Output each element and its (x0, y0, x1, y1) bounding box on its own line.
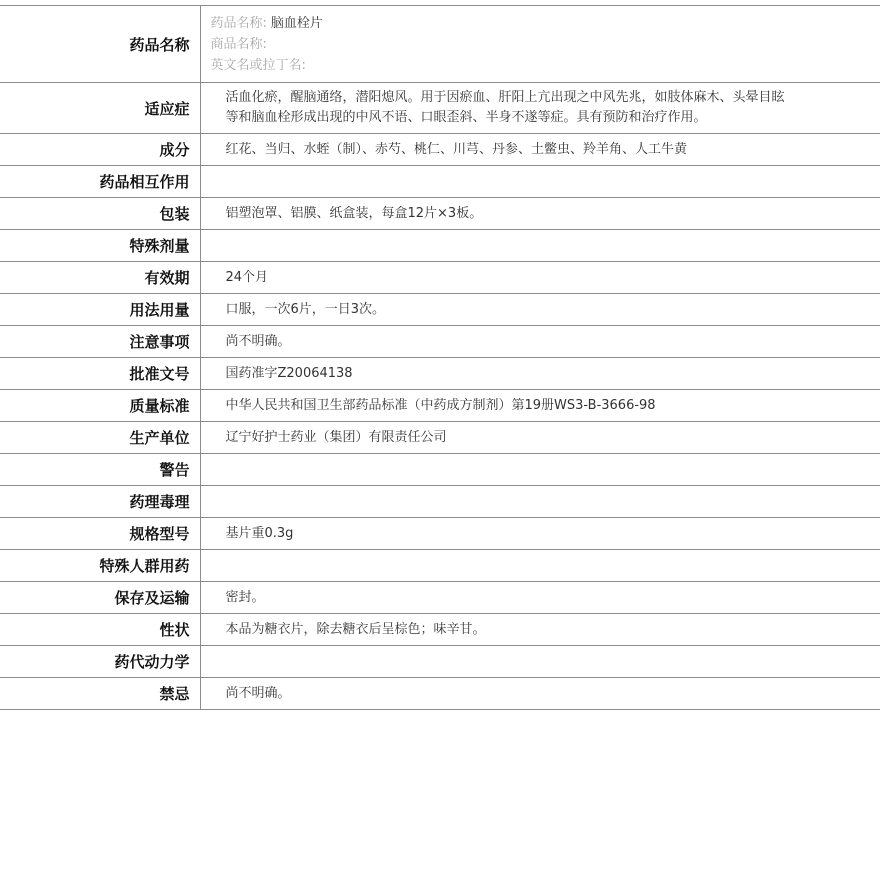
row-warning (0, 454, 880, 486)
value-interactions (200, 166, 880, 198)
row-description (0, 614, 880, 646)
value-pharmacology (200, 486, 880, 518)
row-approval-number (0, 358, 880, 390)
label-approval-number: 批准文号 (0, 358, 200, 390)
row-special-dosage (0, 230, 880, 262)
drug-name-block (200, 6, 880, 83)
value-ingredients: 红花、当归、水蛭（制）、赤芍、桃仁、川芎、丹参、土鳖虫、羚羊角、人工牛黄 (225, 141, 688, 157)
row-special-populations (0, 550, 880, 582)
value-special-dosage (200, 230, 880, 262)
label-precautions: 注意事项 (0, 326, 200, 358)
drug-info-table (0, 5, 880, 710)
label-special-dosage: 特殊剂量 (0, 230, 200, 262)
row-ingredients (0, 134, 880, 166)
value-indication (200, 83, 880, 134)
generic-name-value: 脑血栓片 (270, 15, 323, 31)
label-specification: 规格型号 (0, 518, 200, 550)
value-specification: 基片重0.3g (225, 525, 294, 541)
trade-name-line (211, 34, 880, 55)
label-warning: 警告 (0, 454, 200, 486)
generic-name-key: 药品名称: (210, 15, 267, 31)
value-special-populations (200, 550, 880, 582)
label-interactions: 药品相互作用 (0, 166, 200, 198)
row-shelf-life (0, 262, 880, 294)
value-contraindications: 尚不明确。 (225, 685, 291, 701)
value-pharmacokinetics (200, 646, 880, 678)
value-packaging: 铝塑泡罩、铝膜、纸盒装，每盒12片×3板。 (225, 205, 483, 221)
label-special-populations: 特殊人群用药 (0, 550, 200, 582)
row-contraindications (0, 678, 880, 710)
row-quality-standard (0, 390, 880, 422)
latin-name-line (211, 55, 880, 76)
value-warning (200, 454, 880, 486)
value-shelf-life: 24个月 (225, 269, 269, 285)
row-pharmacokinetics (0, 646, 880, 678)
row-pharmacology (0, 486, 880, 518)
value-description: 本品为糖衣片，除去糖衣后呈棕色；味辛甘。 (225, 621, 486, 637)
row-storage (0, 582, 880, 614)
value-precautions: 尚不明确。 (225, 333, 291, 349)
generic-name-line (211, 13, 880, 34)
row-interactions (0, 166, 880, 198)
row-specification (0, 518, 880, 550)
row-dosage (0, 294, 880, 326)
row-indication (0, 83, 880, 134)
label-description: 性状 (0, 614, 200, 646)
indication-text: 活血化瘀，醒脑通络，潜阳熄风。用于因瘀血、肝阳上亢出现之中风先兆，如肢体麻木、头晕目眩等和脑血栓形成出现的中风不语、口眼歪斜、半身不遂等症。具有预防和治疗作用。 (225, 90, 785, 125)
label-storage: 保存及运输 (0, 582, 200, 614)
label-indication: 适应症 (0, 83, 200, 134)
row-manufacturer (0, 422, 880, 454)
row-drug-name (0, 6, 880, 83)
value-approval-number: 国药准字Z20064138 (225, 365, 353, 381)
value-storage: 密封。 (225, 589, 265, 605)
value-quality-standard: 中华人民共和国卫生部药品标准（中药成方制剂）第19册WS3-B-3666-98 (225, 397, 656, 413)
value-dosage: 口服，一次6片，一日3次。 (225, 301, 386, 317)
latin-name-key: 英文名或拉丁名: (210, 57, 306, 73)
label-quality-standard: 质量标准 (0, 390, 200, 422)
label-contraindications: 禁忌 (0, 678, 200, 710)
value-manufacturer: 辽宁好护士药业（集团）有限责任公司 (225, 429, 447, 445)
label-ingredients: 成分 (0, 134, 200, 166)
row-precautions (0, 326, 880, 358)
label-pharmacokinetics: 药代动力学 (0, 646, 200, 678)
label-pharmacology: 药理毒理 (0, 486, 200, 518)
label-packaging: 包装 (0, 198, 200, 230)
label-manufacturer: 生产单位 (0, 422, 200, 454)
row-packaging (0, 198, 880, 230)
label-drug-name: 药品名称 (0, 6, 200, 83)
trade-name-key: 商品名称: (210, 36, 267, 52)
label-dosage: 用法用量 (0, 294, 200, 326)
label-shelf-life: 有效期 (0, 262, 200, 294)
